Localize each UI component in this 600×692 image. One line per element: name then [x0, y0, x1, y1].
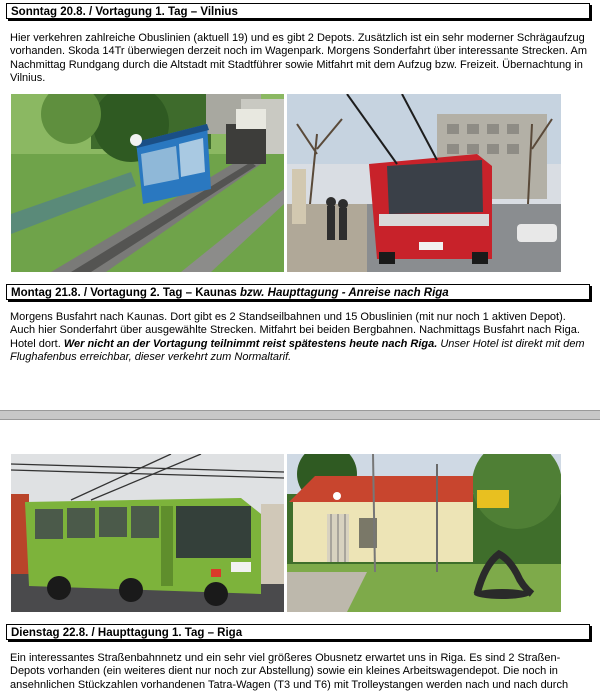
monday-text-bold-italic: Wer nicht an der Vortagung teilnimmt reist spätestens heute nach Riga.	[63, 337, 438, 350]
section-heading-sunday: Sonntag 20.8. / Vortagung 1. Tag – Vilnius	[6, 3, 590, 19]
page-separator	[0, 410, 600, 420]
section-text-monday	[10, 311, 590, 365]
trolleybus-red-photo	[287, 94, 561, 272]
document-page-2	[0, 426, 600, 689]
funicular-station-photo	[287, 454, 561, 612]
monday-text-plain: Morgens Busfahrt nach Kaunas. Dort gibt es 2 Standseilbahnen und 15 Obuslinien (mit nur noch 1 aktiven Depot). Auch hier Sonderfahrt über ausgewählte Strecken. Mitfahrt bei beiden Bergbahnen. Nachmittags Busfahrt nach Riga. Hotel dort.	[10, 311, 580, 350]
section-heading-tuesday: Dienstag 22.8. / Haupttagung 1. Tag – Riga	[6, 624, 590, 640]
monday-text-italic: Unser Hotel ist direkt mit dem Flughafenbus erreichbar, dieser verkehrt zum Normaltarif.	[10, 337, 585, 364]
section-text-sunday: Hier verkehren zahlreiche Obuslinien (aktuell 19) und es gibt 2 Depots. Zusätzlich ist ein sehr moderner Schrägaufzug vorhanden. Skoda 14Tr überwiegen derzeit noch im Wagenpark. Morgens Sonderfahrt über interessante Strecken. Am Nachmittag Rundgang durch die Altstadt mit Stadtführer sowie Mitfahrt mit dem Aufzug bzw. Freizeit. Übernachtung in Vilnius.	[10, 32, 588, 85]
funicular-photo	[11, 94, 284, 272]
section-heading-monday-subtitle: bzw. Haupttagung - Anreise nach Riga	[239, 287, 449, 299]
section-heading-monday-main: Montag 21.8. / Vortagung 2. Tag – Kaunas	[11, 287, 240, 299]
section-text-tuesday: Ein interessantes Straßenbahnnetz und ein sehr viel größeres Obusnetz erwartet uns in Riga. Es sind 2 Straßen-Depots vorhanden (ein weiteres dient nur noch zur Abstellung) sowie ein kleines Arbeitswagendepot. Die noch in ansehnlichen Stückzahlen vorhandenen Tatra-Wagen (T3 und T6) mit Trolleystangen werden nach und nach durch	[10, 652, 569, 691]
section-heading-monday	[6, 284, 590, 300]
trolleybus-green-photo	[11, 454, 284, 612]
